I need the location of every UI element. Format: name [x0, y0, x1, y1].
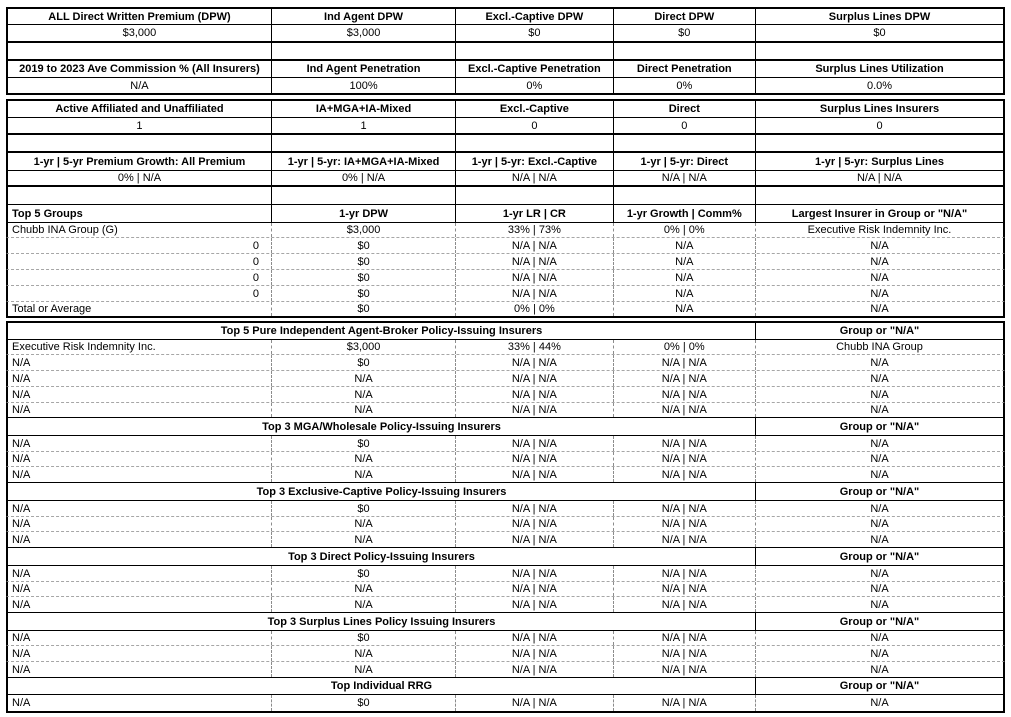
group-cell: Chubb INA Group [836, 341, 923, 353]
table-row [6, 662, 1005, 678]
section-header-row [6, 678, 1005, 695]
lr-cr-cell: N/A | N/A [456, 355, 613, 370]
largest-insurer-cell: N/A [870, 271, 889, 284]
table-row [6, 371, 1005, 387]
value-cell: 0% | N/A [8, 171, 272, 185]
lr-cr-cell: N/A | N/A [456, 371, 613, 386]
group-cell: N/A [870, 388, 889, 401]
growth-comm-cell: N/A | N/A [614, 582, 756, 596]
group-cell: N/A [870, 697, 889, 709]
dpw-cell: N/A [272, 646, 456, 661]
value-cell: 1 [8, 118, 272, 133]
insurer-name: N/A [8, 582, 272, 596]
insurer-name: N/A [8, 403, 272, 417]
group-cell: N/A [870, 437, 889, 450]
lr-cr-cell: N/A | N/A [456, 387, 613, 402]
header-cell: 1-yr | 5-yr: Surplus Lines [814, 155, 944, 168]
growth-comm-cell: N/A | N/A [614, 597, 756, 612]
header-cell: Direct [614, 101, 756, 117]
group-cell: N/A [870, 404, 889, 416]
lr-cr-cell: N/A | N/A [456, 501, 613, 516]
growth-comm-cell: N/A [614, 302, 756, 316]
lr-cr-cell: N/A | N/A [456, 467, 613, 482]
dpw-cell: $0 [272, 695, 456, 711]
dpw-cell: $0 [272, 254, 456, 269]
section-title: Top Individual RRG [8, 678, 756, 694]
insurer-name: N/A [8, 566, 272, 581]
table-row [6, 254, 1005, 270]
value-cell: $0 [456, 25, 613, 41]
table-row [6, 403, 1005, 418]
header-cell: Ind Agent DPW [272, 9, 456, 24]
growth-comm-cell: 0% | 0% [614, 223, 756, 237]
lr-cr-cell: N/A | N/A [456, 403, 613, 417]
table-row [6, 223, 1005, 238]
lr-cr-cell: N/A | N/A [456, 582, 613, 596]
group-cell: N/A [870, 663, 889, 676]
summary-header-row [6, 59, 1005, 77]
growth-comm-cell: N/A | N/A [614, 387, 756, 402]
header-cell: Direct DPW [614, 9, 756, 24]
group-cell: N/A [870, 632, 889, 644]
header-cell: Excl.-Captive [456, 101, 613, 117]
table-row [6, 582, 1005, 597]
header-cell: Largest Insurer in Group or "N/A" [791, 207, 968, 220]
header-cell: 1-yr DPW [272, 205, 456, 222]
lr-cr-cell: N/A | N/A [456, 597, 613, 612]
growth-comm-cell: N/A | N/A [614, 695, 756, 711]
value-cell: $3,000 [8, 25, 272, 41]
growth-comm-cell: 0% | 0% [614, 340, 756, 354]
value-cell: 0.0% [866, 79, 893, 92]
dpw-cell: N/A [272, 582, 456, 596]
lr-cr-cell: N/A | N/A [456, 286, 613, 301]
lr-cr-cell: N/A | N/A [456, 517, 613, 531]
insurer-name: N/A [8, 695, 272, 711]
table-row [6, 695, 1005, 713]
insurer-name: N/A [8, 436, 272, 451]
dpw-cell: $0 [272, 631, 456, 645]
spacer-row [6, 43, 1005, 59]
group-cell: N/A [870, 583, 889, 595]
dpw-cell: $0 [272, 302, 456, 316]
insurer-name: N/A [8, 662, 272, 677]
insurer-name: N/A [8, 646, 272, 661]
spacer-row [6, 187, 1005, 204]
growth-comm-cell: N/A | N/A [614, 646, 756, 661]
lr-cr-cell: N/A | N/A [456, 452, 613, 466]
section-title: Top 3 Surplus Lines Policy Issuing Insurers [8, 613, 756, 630]
value-cell: N/A [8, 78, 272, 93]
group-cell: N/A [870, 518, 889, 530]
insurer-name: N/A [8, 597, 272, 612]
growth-comm-cell: N/A | N/A [614, 452, 756, 466]
table-row [6, 646, 1005, 662]
header-cell: Surplus Lines Insurers [819, 103, 940, 115]
growth-comm-cell: N/A | N/A [614, 501, 756, 516]
lr-cr-cell: N/A | N/A [456, 631, 613, 645]
dpw-cell: N/A [272, 532, 456, 547]
dpw-cell: $0 [272, 501, 456, 516]
group-header: Group or "N/A" [839, 485, 920, 498]
group-cell: N/A [870, 468, 889, 481]
growth-comm-cell: N/A | N/A [614, 467, 756, 482]
dpw-cell: N/A [272, 403, 456, 417]
summary-value-row [6, 117, 1005, 135]
header-cell: 1-yr | 5-yr Premium Growth: All Premium [8, 153, 272, 170]
spacer-row [6, 135, 1005, 151]
summary-header-row [6, 7, 1005, 24]
largest-insurer-cell: N/A [870, 303, 889, 315]
lr-cr-cell: N/A | N/A [456, 238, 613, 253]
dpw-cell: N/A [272, 467, 456, 482]
value-cell: 0 [614, 118, 756, 133]
dpw-cell: N/A [272, 371, 456, 386]
group-name: 0 [8, 254, 272, 269]
dpw-cell: N/A [272, 662, 456, 677]
lr-cr-cell: N/A | N/A [456, 254, 613, 269]
growth-comm-cell: N/A [614, 270, 756, 285]
table-row [6, 597, 1005, 613]
dpw-cell: $0 [272, 238, 456, 253]
summary-value-row [6, 77, 1005, 95]
group-header: Group or "N/A" [839, 325, 920, 337]
largest-insurer-cell: N/A [870, 287, 889, 300]
header-cell: 1-yr Growth | Comm% [614, 205, 756, 222]
group-name: Chubb INA Group (G) [8, 223, 272, 237]
group-name: 0 [8, 238, 272, 253]
lr-cr-cell: N/A | N/A [456, 270, 613, 285]
section-header-row [6, 483, 1005, 501]
summary-value-row [6, 24, 1005, 43]
header-cell: Excl.-Captive Penetration [456, 61, 613, 77]
table-row [6, 566, 1005, 582]
dpw-cell: $0 [272, 270, 456, 285]
growth-comm-cell: N/A | N/A [614, 403, 756, 417]
dpw-cell: N/A [272, 387, 456, 402]
dpw-cell: $0 [272, 355, 456, 370]
group-cell: N/A [870, 372, 889, 385]
insurer-name: N/A [8, 631, 272, 645]
section-header-row [6, 418, 1005, 436]
summary-header-row [6, 151, 1005, 170]
lr-cr-cell: N/A | N/A [456, 436, 613, 451]
section-header-row [6, 548, 1005, 566]
lr-cr-cell: N/A | N/A [456, 646, 613, 661]
section-header-row [6, 321, 1005, 340]
lr-cr-cell: 0% | 0% [456, 302, 613, 316]
group-cell: N/A [870, 502, 889, 515]
insurer-name: N/A [8, 501, 272, 516]
value-cell: 1 [272, 118, 456, 133]
header-cell: 2019 to 2023 Ave Commission % (All Insurers) [8, 61, 272, 77]
value-cell: N/A | N/A [856, 172, 903, 184]
growth-comm-cell: N/A | N/A [614, 631, 756, 645]
lr-cr-cell: 33% | 73% [456, 223, 613, 237]
value-cell: 0% [614, 78, 756, 93]
insurer-name: Executive Risk Indemnity Inc. [8, 340, 272, 354]
group-header: Group or "N/A" [839, 615, 920, 628]
group-name: 0 [8, 286, 272, 301]
largest-insurer-cell: Executive Risk Indemnity Inc. [807, 224, 952, 236]
group-header: Group or "N/A" [839, 550, 920, 563]
section-title: Top 5 Pure Independent Agent-Broker Policy-Issuing Insurers [8, 323, 756, 339]
growth-comm-cell: N/A [614, 238, 756, 253]
growth-comm-cell: N/A | N/A [614, 436, 756, 451]
table-row [6, 238, 1005, 254]
insurer-name: N/A [8, 467, 272, 482]
insurer-name: N/A [8, 532, 272, 547]
dpw-cell: $0 [272, 286, 456, 301]
growth-comm-cell: N/A | N/A [614, 532, 756, 547]
group-header: Group or "N/A" [839, 680, 920, 692]
growth-comm-cell: N/A | N/A [614, 662, 756, 677]
value-cell: 0% [456, 78, 613, 93]
dpw-cell: $0 [272, 436, 456, 451]
header-cell: Surplus Lines DPW [828, 10, 931, 23]
growth-comm-cell: N/A | N/A [614, 517, 756, 531]
insurer-name: N/A [8, 452, 272, 466]
header-cell: Ind Agent Penetration [272, 61, 456, 77]
table-row [6, 517, 1005, 532]
section-title: Top 3 Exclusive-Captive Policy-Issuing Insurers [8, 483, 756, 500]
group-cell: N/A [870, 598, 889, 611]
dpw-cell: N/A [272, 452, 456, 466]
lr-cr-cell: N/A | N/A [456, 532, 613, 547]
value-cell: $3,000 [272, 25, 456, 41]
lr-cr-cell: 33% | 44% [456, 340, 613, 354]
table-row [6, 387, 1005, 403]
groups-title: Top 5 Groups [8, 205, 272, 222]
summary-header-row [6, 99, 1005, 117]
group-cell: N/A [870, 567, 889, 580]
growth-comm-cell: N/A [614, 286, 756, 301]
largest-insurer-cell: N/A [870, 255, 889, 268]
groups-header-row [6, 204, 1005, 223]
group-cell: N/A [870, 453, 889, 465]
growth-comm-cell: N/A [614, 254, 756, 269]
header-cell: Direct Penetration [614, 61, 756, 77]
value-cell: N/A | N/A [456, 171, 613, 185]
header-cell: IA+MGA+IA-Mixed [272, 101, 456, 117]
table-row [6, 355, 1005, 371]
value-cell: N/A | N/A [614, 171, 756, 185]
section-title: Top 3 MGA/Wholesale Policy-Issuing Insurers [8, 418, 756, 435]
header-cell: 1-yr | 5-yr: IA+MGA+IA-Mixed [272, 153, 456, 170]
growth-comm-cell: N/A | N/A [614, 355, 756, 370]
header-cell: 1-yr LR | CR [456, 205, 613, 222]
group-cell: N/A [870, 356, 889, 369]
group-cell: N/A [870, 647, 889, 660]
table-row [6, 631, 1005, 646]
header-cell: 1-yr | 5-yr: Direct [614, 153, 756, 170]
section-title: Top 3 Direct Policy-Issuing Insurers [8, 548, 756, 565]
dpw-cell: N/A [272, 597, 456, 612]
section-header-row [6, 613, 1005, 631]
dpw-cell: $3,000 [272, 223, 456, 237]
dpw-cell: $0 [272, 566, 456, 581]
header-cell: Excl.-Captive DPW [456, 9, 613, 24]
insurer-name: N/A [8, 371, 272, 386]
value-cell: 0 [876, 119, 883, 132]
value-cell: $0 [614, 25, 756, 41]
table-row [6, 436, 1005, 452]
table-row [6, 532, 1005, 548]
total-label: Total or Average [8, 302, 272, 316]
group-header: Group or "N/A" [839, 420, 920, 433]
table-row [6, 501, 1005, 517]
dpw-cell: $3,000 [272, 340, 456, 354]
lr-cr-cell: N/A | N/A [456, 695, 613, 711]
group-name: 0 [8, 270, 272, 285]
header-cell: Surplus Lines Utilization [815, 63, 944, 75]
value-cell: 100% [272, 78, 456, 93]
table-row [6, 286, 1005, 302]
insurer-name: N/A [8, 355, 272, 370]
table-row [6, 452, 1005, 467]
groups-total-row [6, 302, 1005, 318]
group-cell: N/A [870, 533, 889, 546]
table-row [6, 270, 1005, 286]
largest-insurer-cell: N/A [870, 239, 889, 252]
insurer-name: N/A [8, 517, 272, 531]
header-cell: 1-yr | 5-yr: Excl.-Captive [456, 153, 613, 170]
table-row [6, 340, 1005, 355]
insurer-name: N/A [8, 387, 272, 402]
value-cell: 0 [456, 118, 613, 133]
growth-comm-cell: N/A | N/A [614, 566, 756, 581]
value-cell: 0% | N/A [272, 171, 456, 185]
value-cell: $0 [873, 27, 886, 39]
summary-value-row [6, 170, 1005, 187]
lr-cr-cell: N/A | N/A [456, 662, 613, 677]
header-cell: Active Affiliated and Unaffiliated [8, 101, 272, 117]
table-row [6, 467, 1005, 483]
header-cell: ALL Direct Written Premium (DPW) [8, 9, 272, 24]
growth-comm-cell: N/A | N/A [614, 371, 756, 386]
dpw-cell: N/A [272, 517, 456, 531]
lr-cr-cell: N/A | N/A [456, 566, 613, 581]
